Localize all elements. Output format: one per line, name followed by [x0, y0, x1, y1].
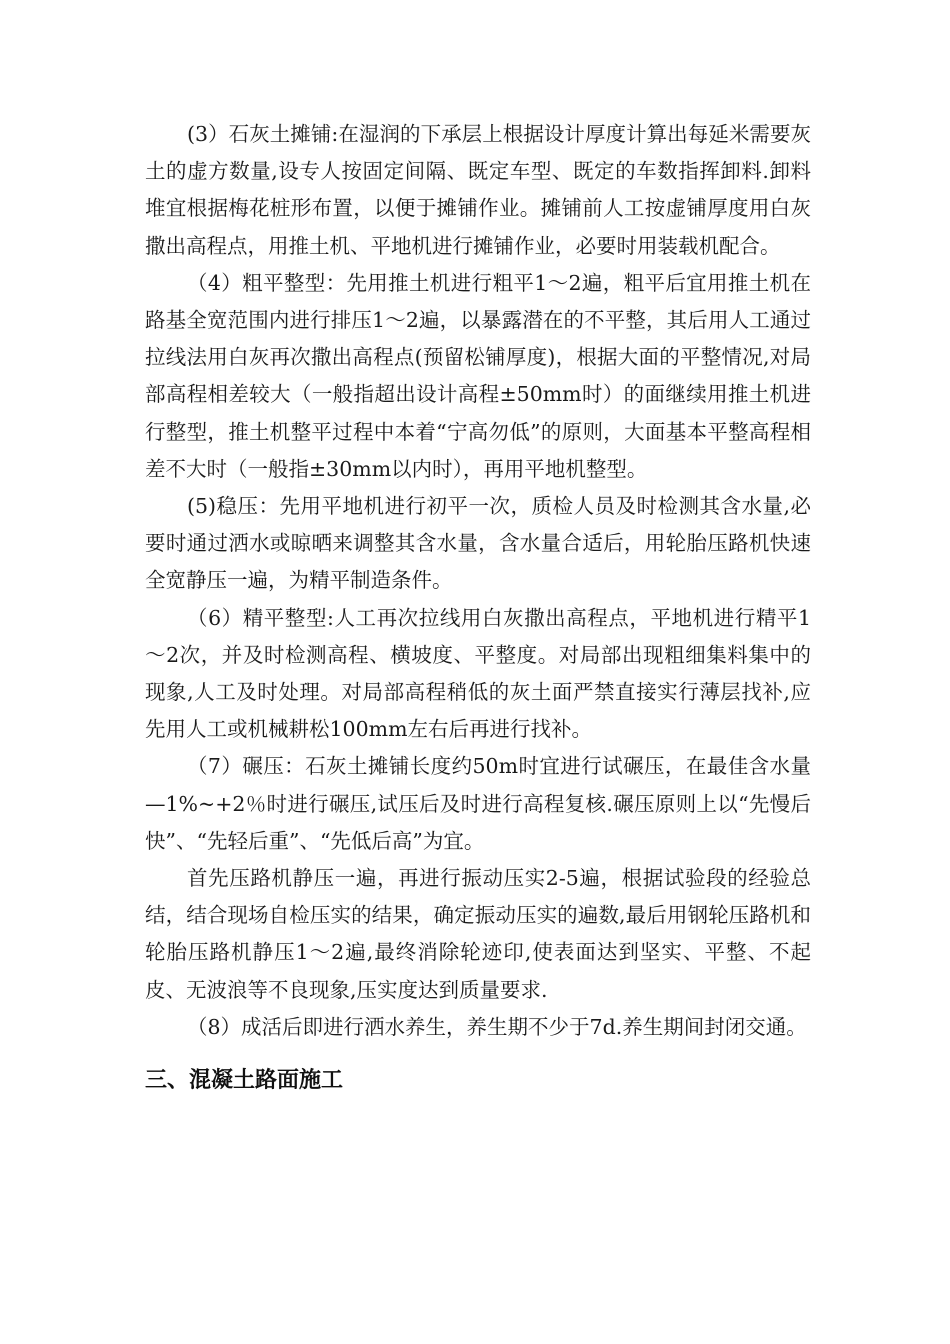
- paragraph-rough-leveling: （4）粗平整型：先用推土机进行粗平1～2遍，粗平后宜用推土机在路基全宽范围内进行排压1～2遍，以暴露潜在的不平整，其后用人工通过拉线法用白灰再次撒出高程点(预留松铺厚度)，根据大面的平整情况,对局部高程相差较大（一般指超出设计高程±50mm时）的面继续用推土机进行整型，推土机整平过程中本着“宁高勿低”的原则，大面基本平整高程相差不大时（一般指±30mm以内时），再用平地机整型。: [145, 270, 811, 481]
- paragraph-stabilizing-pressure: (5)稳压：先用平地机进行初平一次，质检人员及时检测其含水量,必要时通过洒水或晾晒来调整其含水量，含水量合适后，用轮胎压路机快速全宽静压一遍，为精平制造条件。: [145, 494, 811, 593]
- paragraph-compaction: 首先压路机静压一遍，再进行振动压实2-5遍，根据试验段的经验总结，结合现场自检压实的结果，确定振动压实的遍数,最后用钢轮压路机和轮胎压路机静压1～2遍,最终消除轮迹印,使表面达到坚实、平整、不起皮、无波浪等不良现象,压实度达到质量要求.: [145, 866, 811, 1002]
- paragraph-fine-leveling: （6）精平整型:人工再次拉线用白灰撒出高程点，平地机进行精平1～2次，并及时检测高程、横坡度、平整度。对局部出现粗细集料集中的现象,人工及时处理。对局部高程稍低的灰土面严禁直接实行薄层找补,应先用人工或机械耕松100mm左右后再进行找补。: [145, 605, 811, 742]
- section-heading: 三、混凝土路面施工: [145, 1068, 344, 1094]
- paragraph-curing: （8）成活后即进行洒水养生，养生期不少于7d.养生期间封闭交通。: [187, 1014, 807, 1039]
- paragraph-lime-soil-spreading: (3）石灰土摊铺:在湿润的下承层上根据设计厚度计算出每延米需要灰土的虚方数量,设专人按固定间隔、既定车型、既定的车数指挥卸料.卸料堆宜根据梅花桩形布置，以便于摊铺作业。摊铺前人工按虚铺厚度用白灰撒出高程点，用推土机、平地机进行摊铺作业，必要时用装载机配合。: [145, 122, 811, 258]
- document-body: [145, 116, 811, 1101]
- paragraph-rolling: （7）碾压：石灰土摊铺长度约50m时宜进行试碾压，在最佳含水量—1%~+2％时进行碾压,试压后及时进行高程复核.碾压原则上以“先慢后快”、“先轻后重”、“先低后高”为宜。: [145, 754, 811, 853]
